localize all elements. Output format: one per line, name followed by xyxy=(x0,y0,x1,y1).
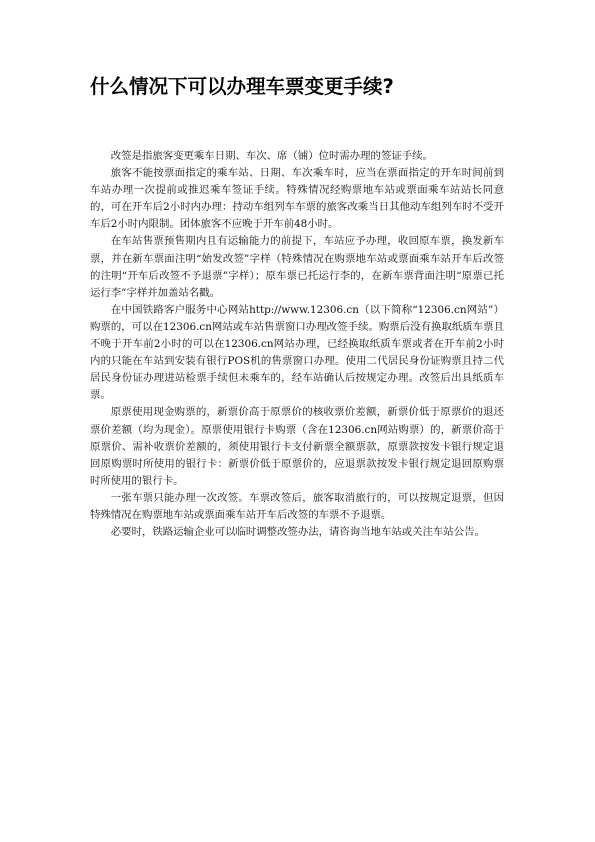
paragraph-definition: 改签是指旅客变更乘车日期、车次、席（铺）位时需办理的签证手续。 xyxy=(110,150,433,162)
paragraph-payment-difference: 原票使用现金购票的，新票价高于原票价的核收票价差额，新票价低于原票价的退还票价差额（均为现金）。原票使用银行卡购票（含在12306.cn网站购票）的，新票价高于原票价、需补收票价差额的，须使用银行卡支付新票全额票款，原票款按发卡银行规定退回原购票时所使用的银行卡：新票价低于原票价的，应退票款按发卡银行规定退回原购票时所使用的银行卡。 xyxy=(90,406,504,487)
paragraph-online-purchase: 在中国铁路客户服务中心网站http://www.12306.cn（以下简称“12306.cn网站”）购票的，可以在12306.cn网站或车站售票窗口办理改签手续。购票后没有换取纸质车票且不晚于开车前2小时的可以在12306.cn网站办理，已经换取纸质车票或者在开车前2小时内的只能在车站到安装有银行POS机的售票窗口办理。使用二代居民身份证购票且持二代居民身份证办理进站检票手续但未乘车的，经车站确认后按规定办理。改签后出具纸质车票。 xyxy=(90,303,504,402)
paragraph-procedure: 旅客不能按票面指定的乘车站、日期、车次乘车时，应当在票面指定的开车时间前到车站办理一次提前或推迟乘车签证手续。特殊情况经购票地车站或票面乘车站站长同意的，可在开车后2小时内办理：持动车组列车车票的旅客改乘当日其他动车组列车时不受开车后2小时内限制。团体旅客不应晚于开车前48小时。 xyxy=(90,167,504,231)
paragraph-change-limit: 一张车票只能办理一次改签。车票改签后，旅客取消旅行的，可以按规定退票，但因特殊情况在购票地车站或票面乘车站开车后改签的车票不予退票。 xyxy=(90,491,504,521)
document-body xyxy=(90,148,504,541)
page-title: 什么情况下可以办理车票变更手续? xyxy=(90,75,394,98)
paragraph-station-handling: 在车站售票预售期内且有运输能力的前提下，车站应予办理，收回原车票，换发新车票，并在新车票面注明“始发改签”字样（特殊情况在购票地车站或票面乘车站开车后改签的注明“开车后改签不予退票”字样）；原车票已托运行李的，在新车票背面注明“原票已托运行李”字样并加盖站名戳。 xyxy=(90,235,504,299)
paragraph-notice: 必要时，铁路运输企业可以临时调整改签办法，请咨询当地车站或关注车站公告。 xyxy=(110,526,485,539)
